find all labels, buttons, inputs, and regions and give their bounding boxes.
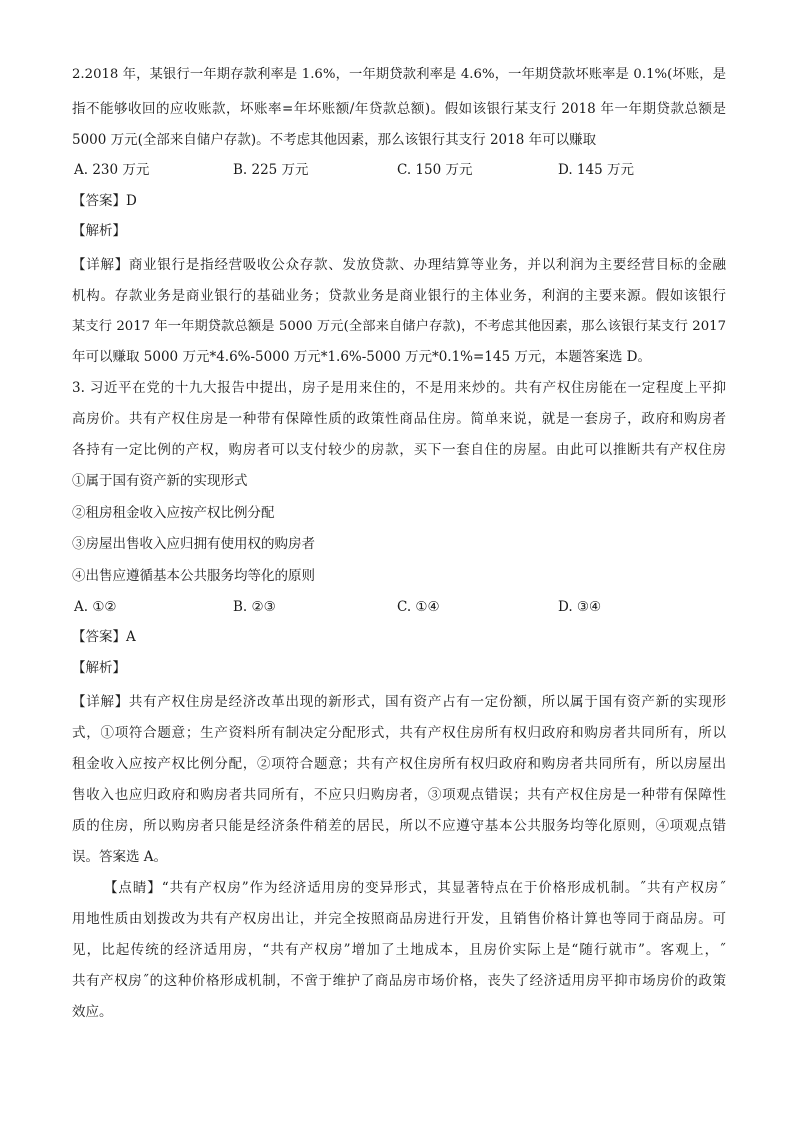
q3-detail-line-1: 【详解】共有产权住房是经济改革出现的新形式，国有资产占有一定份额，所以属于国有资产新的实现形 xyxy=(72,694,726,710)
q3-comment-line-4: 共有产权房˝的这种价格形成机制，不啻于维护了商品房市场价格，丧失了经济适用房平抑市场房价的政策 xyxy=(72,973,726,989)
q2-detail-line-4: 年可以赚取 5000 万元*4.6%-5000 万元*1.6%-5000 万元*0.1%=145 万元，本题答案选 D。 xyxy=(72,349,651,365)
q2-stem-line-2: 指不能够收回的应收账款，坏账率=年坏账额/年贷款总额)。假如该银行某支行 2018 年一年期贷款总额是 xyxy=(72,101,726,117)
q3-item-3: ③房屋出售收入应归拥有使用权的购房者 xyxy=(72,536,315,552)
q2-stem-line-3: 5000 万元(全部来自储户存款)。不考虑其他因素，那么该银行其支行 2018 年可以赚取 xyxy=(72,132,597,148)
q2-detail-line-3: 某支行 2017 年一年期贷款总额是 5000 万元(全部来自储户存款)，不考虑其他因素，那么该银行某支行 2017 xyxy=(72,319,726,334)
q2-answer: 【答案】D xyxy=(72,193,137,209)
q3-detail-line-3: 租金收入应按产权比例分配，②项符合题意；共有产权住房所有权归政府和购房者共同所有，所以房屋出 xyxy=(72,756,726,772)
q3-detail-line-5: 质的住房，所以购房者只能是经济条件稍差的居民，所以不应遵守基本公共服务均等化原则，④项观点错 xyxy=(72,818,726,834)
q2-option-c: C. 150 万元 xyxy=(397,162,473,178)
q3-stem-line-3: 各持有一定比例的产权，购房者可以支付较少的房款，买下一套自住的房屋。由此可以推断共有产权住房 xyxy=(72,442,726,458)
q3-option-a: A. ①② xyxy=(74,599,117,615)
q3-item-1: ①属于国有资产新的实现形式 xyxy=(72,473,248,489)
q3-answer: 【答案】A xyxy=(72,629,136,645)
q3-comment-line-5: 效应。 xyxy=(72,1004,113,1020)
q2-detail-line-2: 机构。存款业务是商业银行的基础业务；贷款业务是商业银行的主体业务，利润的主要来源。假如该银行 xyxy=(72,288,726,304)
q3-detail-line-6: 误。答案选 A。 xyxy=(72,849,168,865)
q3-item-2: ②租房租金收入应按产权比例分配 xyxy=(72,505,275,521)
q3-comment-line-1: 【点睛】“共有产权房”作为经济适用房的变异形式，其显著特点在于价格形成机制。˝共有产权房˝ xyxy=(104,880,726,896)
q2-detail-line-1: 【详解】商业银行是指经营吸收公众存款、发放贷款、办理结算等业务，并以利润为主要经营目标的金融 xyxy=(72,257,726,273)
q3-comment-line-2: 用地性质由划拨改为共有产权房出让，并完全按照商品房进行开发，且销售价格计算也等同于商品房。可 xyxy=(72,911,726,927)
q3-item-4: ④出售应遵循基本公共服务均等化的原则 xyxy=(72,568,315,584)
q3-analysis-label: 【解析】 xyxy=(72,660,126,676)
q2-option-d: D. 145 万元 xyxy=(558,162,634,178)
q3-option-b: B. ②③ xyxy=(233,599,276,615)
q3-stem-line-1: 3. 习近平在党的十九大报告中提出，房子是用来住的，不是用来炒的。共有产权住房能在一定程度上平抑 xyxy=(72,380,726,396)
q3-detail-line-4: 售收入也应归政府和购房者共同所有，不应只归购房者，③项观点错误；共有产权住房是一种带有保障性 xyxy=(72,787,726,803)
q3-option-d: D. ③④ xyxy=(558,599,602,615)
q2-analysis-label: 【解析】 xyxy=(72,223,126,239)
q2-stem-line-1: 2.2018 年，某银行一年期存款利率是 1.6%，一年期贷款利率是 4.6%，一年期贷款坏账率是 0.1%(坏账，是 xyxy=(72,67,726,82)
q2-option-a: A. 230 万元 xyxy=(74,162,150,178)
q3-comment-line-3: 见，比起传统的经济适用房，“共有产权房”增加了土地成本，且房价实际上是“随行就市”。客观上，˝ xyxy=(72,942,726,958)
q3-detail-line-2: 式，①项符合题意；生产资料所有制决定分配形式，共有产权住房所有权归政府和购房者共同所有，所以 xyxy=(72,725,726,741)
q3-stem-line-2: 高房价。共有产权住房是一种带有保障性质的政策性商品住房。简单来说，就是一套房子，政府和购房者 xyxy=(72,411,726,427)
q2-option-b: B. 225 万元 xyxy=(233,162,309,178)
q3-option-c: C. ①④ xyxy=(397,599,440,615)
